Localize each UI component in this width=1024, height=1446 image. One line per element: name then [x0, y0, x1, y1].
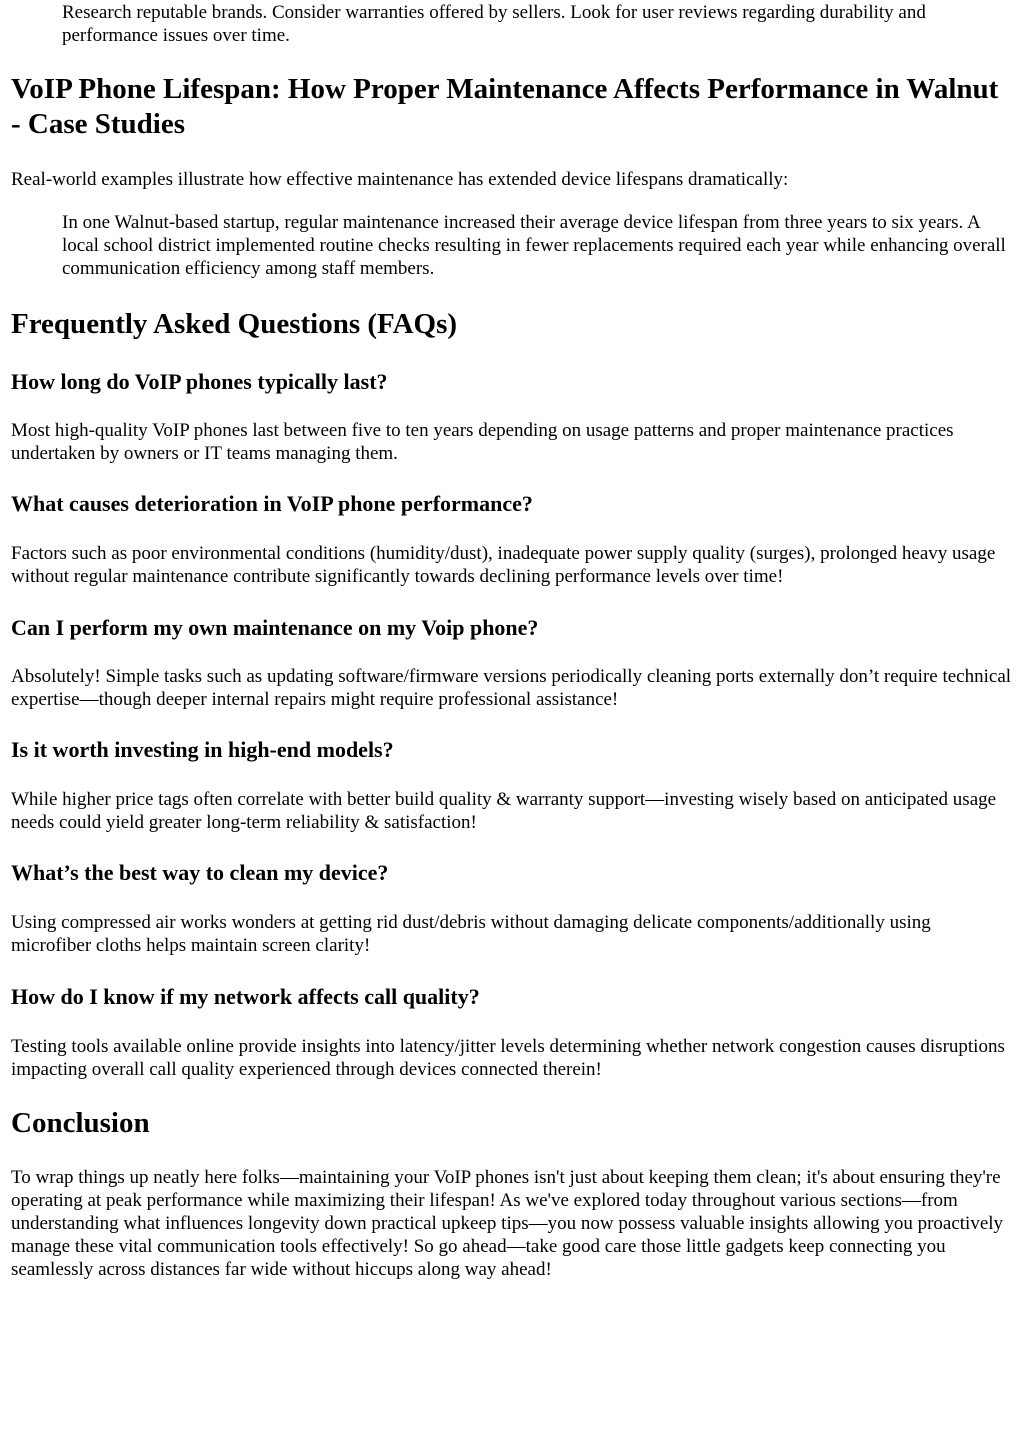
conclusion-heading: Conclusion [11, 1107, 150, 1139]
case-studies-quote: In one Walnut-based startup, regular maintenance increased their average device lifespan from three years to six years. A local school district implemented routine checks resulting in fewer replacements required each year while enhancing overall communication efficiency among staff members. [62, 212, 1006, 279]
faq-question-5: What’s the best way to clean my device? [11, 860, 389, 885]
faq-answer-1: Most high-quality VoIP phones last between five to ten years depending on usage patterns and proper maintenance practices undertaken by owners or IT teams managing them. [11, 420, 954, 464]
faq-answer-5: Using compressed air works wonders at getting rid dust/debris without damaging delicate components/additionally using microfiber cloths helps maintain screen clarity! [11, 912, 931, 956]
faq-question-6: How do I know if my network affects call quality? [11, 984, 480, 1009]
case-studies-heading: VoIP Phone Lifespan: How Proper Maintenance Affects Performance in Walnut - Case Studies [11, 73, 999, 140]
intro-blockquote: Research reputable brands. Consider warranties offered by sellers. Look for user reviews regarding durability and performance issues over time. [62, 2, 926, 46]
faq-answer-2: Factors such as poor environmental conditions (humidity/dust), inadequate power supply quality (surges), prolonged heavy usage without regular maintenance contribute significantly towards declining performance levels over time! [11, 543, 996, 587]
faq-question-2: What causes deterioration in VoIP phone performance? [11, 491, 533, 516]
faq-answer-6: Testing tools available online provide insights into latency/jitter levels determining whether network congestion causes disruptions impacting overall call quality experienced through devices connected therein! [11, 1036, 1005, 1080]
case-studies-intro: Real-world examples illustrate how effective maintenance has extended device lifespans dramatically: [11, 169, 789, 190]
faq-answer-4: While higher price tags often correlate with better build quality & warranty support—investing wisely based on anticipated usage needs could yield greater long-term reliability & satisfaction! [11, 789, 997, 833]
faq-question-4: Is it worth investing in high-end models? [11, 737, 394, 762]
faq-answer-3: Absolutely! Simple tasks such as updating software/firmware versions periodically cleaning ports externally don’t require technical expertise—though deeper internal repairs might require professional assistance! [11, 666, 1012, 710]
faq-question-3: Can I perform my own maintenance on my Voip phone? [11, 615, 539, 640]
conclusion-body: To wrap things up neatly here folks—maintaining your VoIP phones isn't just about keeping them clean; it's about ensuring they're operating at peak performance while maximizing their lifespan! As we've explored today throughout various sections—from understanding what influences longevity down practical upkeep tips—you now possess valuable insights allowing you proactively manage these vital communication tools effectively! So go ahead—take good care those little gadgets keep connecting you seamlessly across distances far wide without hiccups along way ahead! [11, 1167, 1004, 1280]
faqs-heading: Frequently Asked Questions (FAQs) [11, 308, 458, 340]
faq-question-1: How long do VoIP phones typically last? [11, 369, 388, 394]
